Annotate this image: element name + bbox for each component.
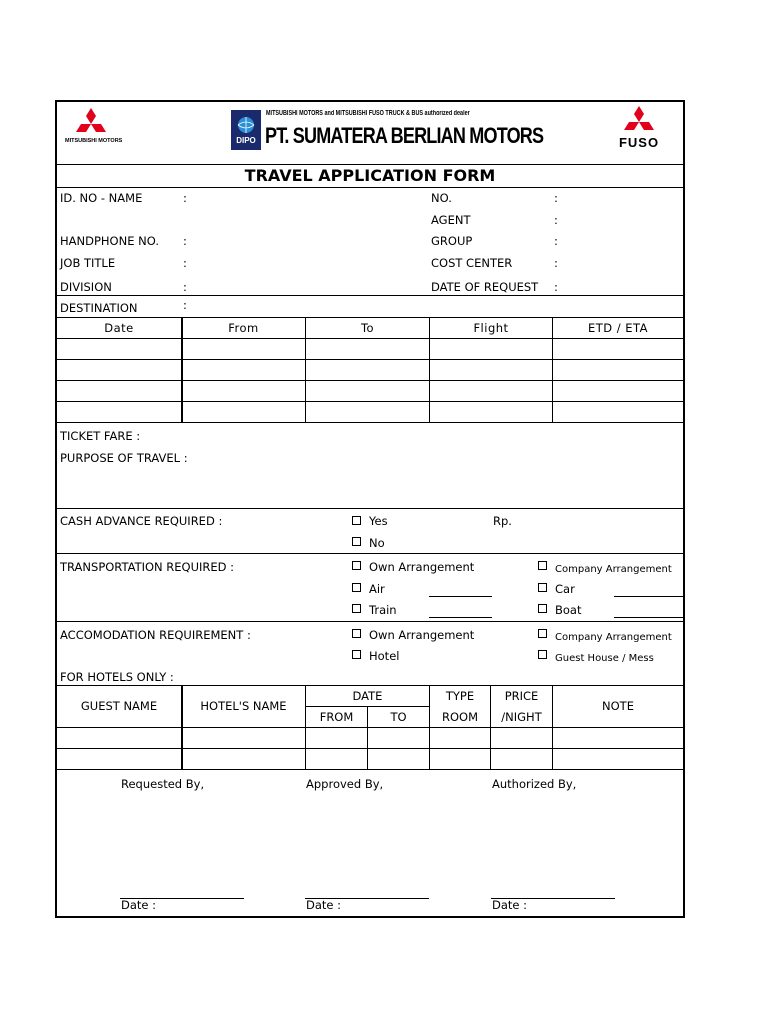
date-of-request-label: DATE OF REQUEST [431,280,539,294]
requested-by-label: Requested By, [121,777,205,791]
transport-air-checkbox[interactable] [352,583,361,592]
mitsubishi-logo-icon [69,108,113,142]
mitsubishi-logo-text: MITSUBISHI MOTORS [65,138,123,144]
division-label: DIVISION [60,280,112,294]
transport-boat-checkbox[interactable] [538,604,547,613]
dipo-logo [231,110,261,150]
transport-train-checkbox[interactable] [352,604,361,613]
car-blank[interactable] [614,596,683,597]
purpose-label: PURPOSE OF TRAVEL : [60,451,188,465]
hotel-col-hotel-name: HOTEL'S NAME [200,699,287,713]
transport-car-checkbox[interactable] [538,583,547,592]
authorized-by-label: Authorized By, [492,777,577,791]
hotel-col-guest-name: GUEST NAME [80,699,158,713]
cash-no-checkbox[interactable] [352,537,361,546]
boat-blank[interactable] [614,617,683,618]
job-title-label: JOB TITLE [60,256,116,270]
approved-date-label: Date : [306,898,342,912]
hotel-col-to: TO [390,710,407,724]
group-label: GROUP [431,234,473,248]
authorized-date-label: Date : [492,898,528,912]
fuso-logo-text: FUSO [618,135,660,150]
accom-guest-house-checkbox[interactable] [538,650,547,659]
hotels-only-label: FOR HOTELS ONLY : [60,670,174,684]
flight-col-etd-eta: ETD / ETA [587,321,649,335]
accom-hotel-checkbox[interactable] [352,650,361,659]
agent-label: AGENT [431,213,471,227]
handphone-label: HANDPHONE NO. [60,234,159,248]
hotel-col-from: FROM [319,710,354,724]
ticket-fare-label: TICKET FARE : [60,429,141,443]
form-title: TRAVEL APPLICATION FORM [244,166,496,185]
requested-date-label: Date : [121,898,157,912]
cash-advance-label: CASH ADVANCE REQUIRED : [60,514,223,528]
flight-col-date: Date [104,321,134,335]
accommodation-label: ACCOMODATION REQUIREMENT : [60,628,251,642]
air-blank[interactable] [429,596,492,597]
id-name-label: ID. NO - NAME [60,191,143,205]
hotel-col-type: TYPE [445,689,475,703]
accom-own-checkbox[interactable] [352,629,361,638]
hotel-col-room: ROOM [441,710,479,724]
destination-label: DESTINATION [60,301,138,315]
cost-center-label: COST CENTER [431,256,513,270]
dipo-logo-text: DIPO [236,136,256,145]
hotel-col-price: PRICE [504,689,539,703]
approved-by-label: Approved By, [306,777,384,791]
company-name: PT. SUMATERA BERLIAN MOTORS [265,123,544,148]
train-blank[interactable] [429,617,492,618]
dealer-line: MITSUBISHI MOTORS and MITSUBISHI FUSO TRUCK & BUS authorized dealer [266,110,470,117]
flight-col-to: To [360,321,375,335]
accom-company-checkbox[interactable] [538,629,547,638]
travel-application-form: MITSUBISHI MOTORS DIPO MITSUBISHI MOTORS and MITSUBISHI FUSO TRUCK & BUS authorized dealer PT. SUMATERA BERLIAN MOTORS FUSO TRAVEL APPLICATION FORM ID. NO - NAME : NO. : AGENT : HANDPHONE NO. : GROUP : JOB TITLE : COST CENTER : DIVISION : DATE OF REQUEST : DESTINATION : Date From To Flight ETD / ETA TICKET FARE : PURPOSE OF TRAVEL : CASH ADVANCE REQUIRED : Yes Rp. No TRANSPORTATION REQUIRED : Own Arrangement Company Arrangement Air Car Train Boat ACCOMODATION REQUIREMENT : Own Arrangement Company Arrangement Hotel Guest House / Mess FOR HOTELS ONLY : GUEST NAME HOTEL'S NAME DATE FROM TO TYPE ROOM PRICE /NIGHT NOTE Requested By, Approved By, Authorized By, Date : Date : Date : [55,100,685,918]
cash-yes-checkbox[interactable] [352,516,361,525]
rp-label: Rp. [493,514,512,528]
flight-col-from: From [228,321,259,335]
transportation-label: TRANSPORTATION REQUIRED : [60,560,235,574]
transport-own-checkbox[interactable] [352,561,361,570]
flight-col-flight: Flight [473,321,509,335]
hotel-col-per-night: /NIGHT [501,710,542,724]
hotel-col-date: DATE [352,689,383,703]
hotel-col-note: NOTE [602,699,634,713]
fuso-logo-icon [619,106,659,136]
no-label: NO. [431,191,452,205]
transport-company-checkbox[interactable] [538,561,547,570]
